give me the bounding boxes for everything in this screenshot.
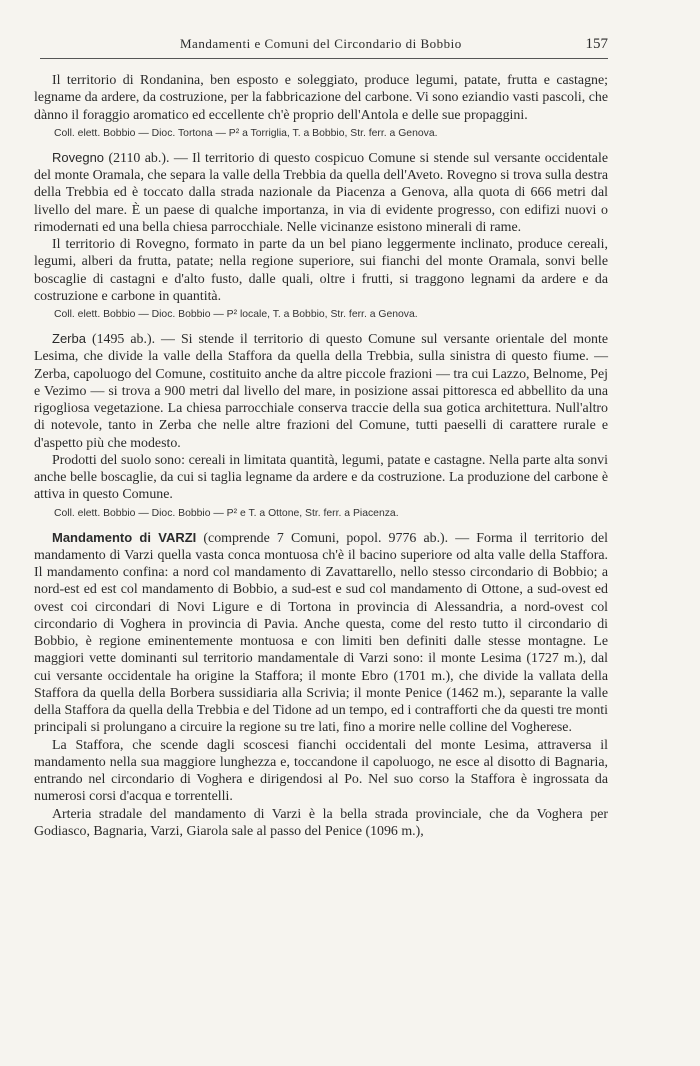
zerba-entry — [34, 330, 608, 452]
varzi-heading: Mandamento di VARZI — [52, 529, 197, 545]
zerba-text: (1495 ab.). — Si stende il territorio di questo Comune sul versante orientale del monte Lesima, che divide la valle della Staffora da quella della Trebbia, sulla sinistra di questo fiume. — Zerba, capoluogo del Comune, costituito anche da altre piccole frazioni — tra cui Lazzo, Belnome, Pej e Vezimo — si trova a 900 metri dal livello del mare, in posizione assai pittoresca ed abbellito da una rigogliosa vegetazione. La chiesa parrocchiale conserva traccie della sua gotica architettura. Null'altro di notevole, tanto in Zerba che nelle altre frazioni del Comune, tutti paeselli di carattere rurale e d'aspetto più che modesto. — [34, 332, 608, 451]
rovegno-heading: Rovegno — [52, 149, 105, 165]
rovegno-text: (2110 ab.). — Il territorio di questo cospicuo Comune si stende sul versante occidentale del monte Oramala, che separa la valle della Trebbia da quella dell'Aveto. Rovegno si trova sulla destra della Trebbia ed è toccato dalla strada nazionale da Piacenza a Genova, alla quota di 666 metri dal livello del mare. È un paese di qualche importanza, in via di evidente progresso, con edifizi nuovi o rimodernati ed una bella chiesa parrocchiale. Nelle vicinanze esistono minerali di rame. — [34, 150, 608, 235]
rondanina-paragraph: Il territorio di Rondanina, ben esposto e soleggiato, produce legumi, patate, frutta e castagne; legname da ardere, da costruzione, per la fabbricazione del carbone. Vi sono eziandio vasti pascoli, che dànno il foraggio aromatico ed eccellente ch'è proprio dell'Antola e delle sue propaggini. — [34, 73, 608, 123]
running-header — [40, 36, 608, 59]
rovegno-note: Coll. elett. Bobbio — Dioc. Bobbio — P² locale, T. a Bobbio, Str. ferr. a Genova. — [54, 309, 418, 320]
page-number: 157 — [585, 36, 608, 52]
rovegno-paragraph-2: Il territorio di Rovegno, formato in parte da un bel piano leggermente inclinato, produce cereali, legumi, alberi da frutta, patate; nella regione superiore, sui fianchi del monte Oramala, sonvi belle boscaglie di castagni e d'alto fusto, dalle quali, oltre i frutti, si traggono legnami da ardere e da costruzione e carbone in quantità. — [34, 237, 608, 304]
rovegno-entry — [34, 149, 608, 236]
varzi-text: (comprende 7 Comuni, popol. 9776 ab.). — Forma il territorio del mandamento di Varzi quella vasta conca montuosa ch'è il bacino superiore od alta valle della Staffora. Il mandamento confina: a nord col mandamento di Zavattarello, nello stesso circondario di Bobbio; a nord-est ed est col mandamento di Bobbio, a sud-est e sud col mandamento di Ottone, a sud-ovest ed ovest coi circondari di Novi Ligure e di Tortona in provincia di Alessandria, a nord-ovest col circondario di Voghera in provincia di Pavia. Anche questa, come del resto tutto il circondario di Bobbio, è regione eminentemente montuosa e con limiti ben definiti dalle stesse montagne. Le maggiori vette dominanti sul territorio mandamentale di Varzi sono: il monte Lesima (1727 m.), dal cui versante occidentale ha origine la Staffora; il monte Ebro (1701 m.), che divide la vallata della Staffora da quella della Borbera sussidiaria alla Scrivia; il monte Penice (1462 m.), separante la valle della Staffora da quella della Trebbia e del Tidone ad un tempo, ed i contrafforti che da questi tre monti principali si prolungano a circuire la regione su tre lati, fino a morire nelle colline del Vogherese. — [34, 530, 608, 736]
rondanina-note: Coll. elett. Bobbio — Dioc. Tortona — P² a Torriglia, T. a Bobbio, Str. ferr. a Genova. — [54, 127, 438, 139]
header-title: Mandamenti e Comuni del Circondario di Bobbio — [180, 36, 462, 51]
zerba-heading: Zerba — [52, 331, 86, 346]
varzi-entry — [34, 529, 608, 737]
varzi-paragraph-3: Arteria stradale del mandamento di Varzi è la bella strada provinciale, che da Voghera per Godiasco, Bagnaria, Varzi, Giarola sale al passo del Penice (1096 m.), — [34, 806, 608, 839]
varzi-paragraph-2: La Staffora, che scende dagli scoscesi fianchi occidentali del monte Lesima, attraversa il mandamento nella sua maggiore lunghezza e, toccandone il capoluogo, ne esce al disotto di Bagnaria, entrando nel circondario di Voghera e dirigendosi al Po. Nel suo corso la Staffora è ingrossata da numerosi corsi d'acqua e torrentelli. — [34, 737, 608, 805]
zerba-note: Coll. elett. Bobbio — Dioc. Bobbio — P² e T. a Ottone, Str. ferr. a Piacenza. — [54, 507, 399, 519]
zerba-paragraph-2: Prodotti del suolo sono: cereali in limitata quantità, legumi, patate e castagne. Nella parte alta sonvi anche belle boscaglie, da cui si taglia legname da ardere e da costruzione. La produzione del carbone è attiva in questo Comune. — [34, 452, 608, 503]
page-body — [34, 72, 608, 840]
